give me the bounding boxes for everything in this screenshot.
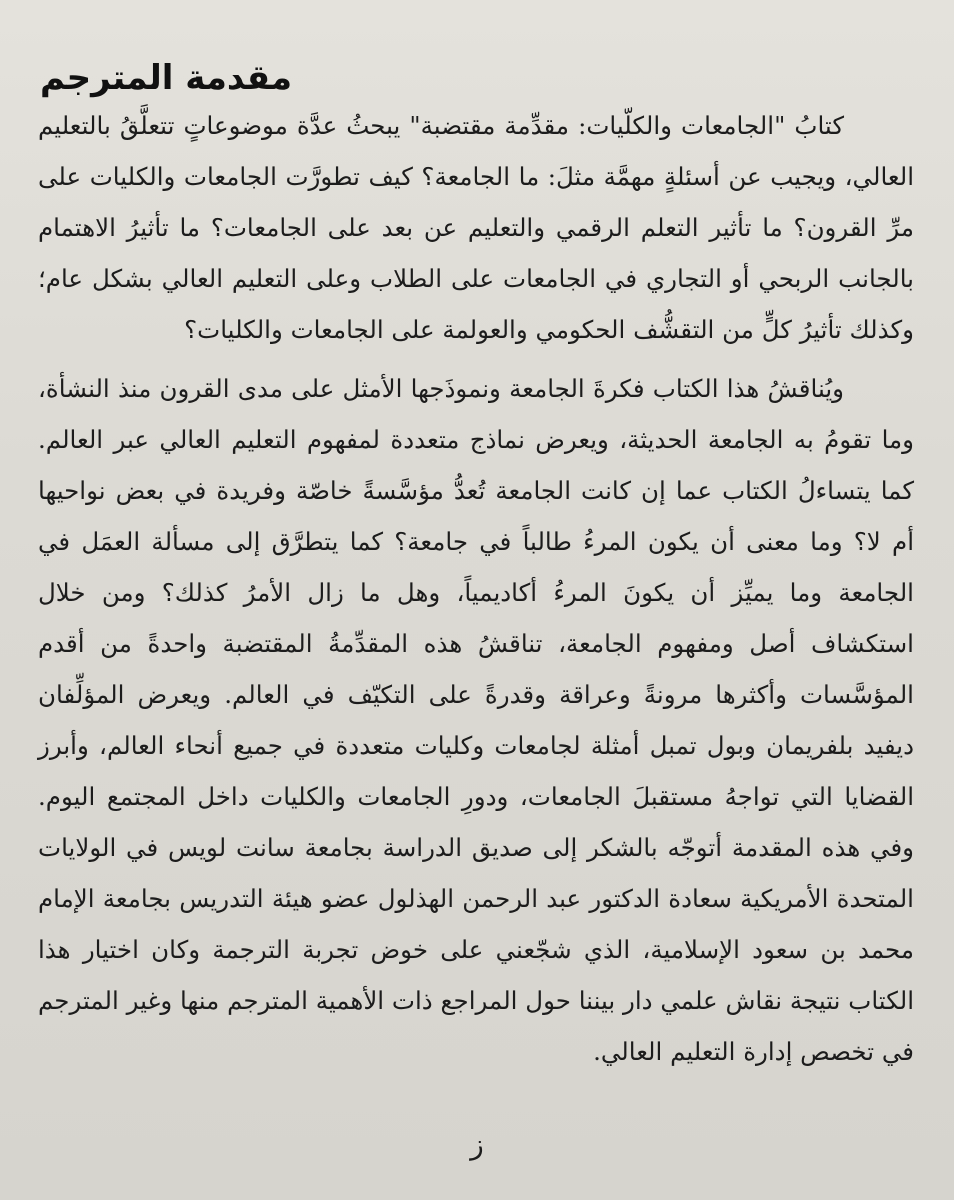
page-heading: مقدمة المترجم — [40, 58, 293, 98]
paragraph-2: ويُناقشُ هذا الكتاب فكرةَ الجامعة ونموذَجها الأمثل على مدى القرون منذ النشأة، وما تقومُ به الجامعة الحديثة، ويعرض نماذج متعددة لمفهوم التعليم العالي عبر العالم. كما يتساءلُ الكتاب عما إن كانت الجامعة تُعدُّ مؤسَّسةً خاصّة وفريدة في بعض نواحيها أم لا؟ وما معنى أن يكون المرءُ طالباً في جامعة؟ كما يتطرَّق إلى مسألة العمَل في الجامعة وما يميِّز أن يكونَ المرءُ أكاديمياً، وهل ما زال الأمرُ كذلك؟ ومن خلال استكشاف أصل ومفهوم الجامعة، تناقشُ هذه المقدِّمةُ المقتضبة واحدةً من أقدم المؤسَّسات وأكثرها مرونةً وعراقة وقدرةً على التكيّف في العالم. ويعرض المؤلِّفان ديفيد بلفريمان وبول تمبل أمثلة لجامعات وكليات متعددة في جميع أنحاء العالم، وأبرز القضايا التي تواجهُ مستقبلَ الجامعات، ودورِ الجامعات والكليات داخل المجتمع اليوم. وفي هذه المقدمة أتوجّه بالشكر إلى صديق الدراسة بجامعة سانت لويس في الولايات المتحدة الأمريكية سعادة الدكتور عبد الرحمن الهذلول عضو هيئة التدريس بجامعة الإمام محمد بن سعود الإسلامية، الذي شجّعني على خوض تجربة الترجمة وكان اختيار هذا الكتاب نتيجة نقاش علمي دار بيننا حول المراجع ذات الأهمية المترجم منها وغير المترجم في تخصص إدارة التعليم العالي. — [38, 374, 914, 1066]
body-text — [38, 100, 914, 1077]
page-number: ز — [470, 1128, 484, 1161]
paragraph-1: كتابُ "الجامعات والكلّيات: مقدِّمة مقتضبة" يبحثُ عدَّة موضوعاتٍ تتعلَّقُ بالتعليم العالي، ويجيب عن أسئلةٍ مهمَّة مثلَ: ما الجامعة؟ كيف تطورَّت الجامعات والكليات على مرِّ القرون؟ ما تأثير التعلم الرقمي والتعليم عن بعد على الجامعات؟ ما تأثيرُ الاهتمام بالجانب الربحي أو التجاري في الجامعات على الطلاب وعلى التعليم العالي بشكل عام؛ وكذلك تأثيرُ كلٍّ من التقشُّف الحكومي والعولمة على الجامعات والكليات؟ — [38, 111, 914, 344]
